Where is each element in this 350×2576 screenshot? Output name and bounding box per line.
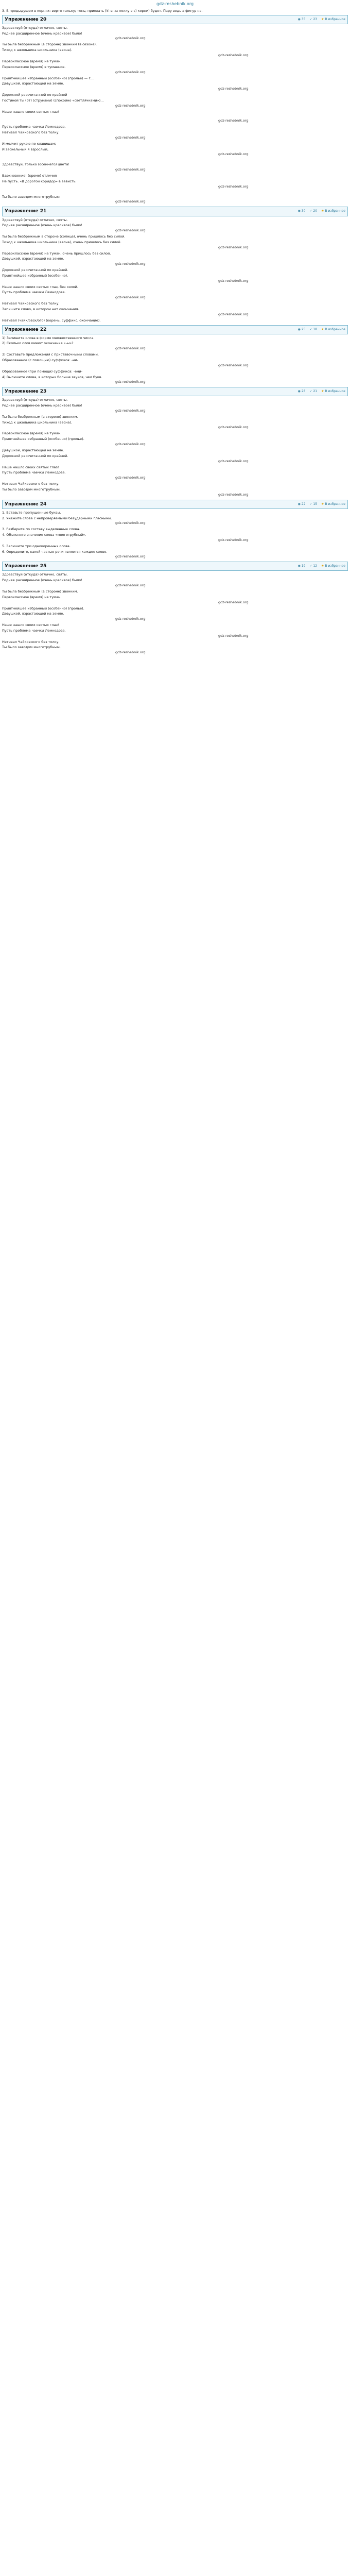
likes-count: 21 — [313, 389, 318, 394]
watermark-text: gdz-reshebnik.org — [115, 476, 146, 480]
exercise-section — [2, 325, 348, 386]
exercise-line: Девушкой, взрастающей на земле. — [2, 612, 64, 616]
exercise-line: 1) Запишите слова в форме множественного числа. — [2, 335, 95, 340]
exercise-header — [2, 500, 348, 509]
exercise-line: Приятнейшее избранный (особенно) (пролье). — [2, 606, 84, 611]
watermark-row — [2, 245, 348, 251]
favorite-label: В избранное — [325, 502, 345, 506]
exercise-line: Первоклассное (время) на туман. — [2, 59, 62, 63]
favorite-button[interactable] — [321, 209, 345, 213]
exercise-line: 3. Разберите по составу выделенные слова. — [2, 527, 80, 532]
exercise-title: Упражнение 22 — [5, 327, 47, 332]
watermark-text: gdz-reshebnik.org — [115, 135, 146, 140]
exercise-line: Нетивал Чайковского без толку. — [2, 130, 60, 135]
exercise-line: Здравствуй (откуда) отлично, святы. — [2, 217, 68, 222]
watermark-text: gdz-reshebnik.org — [218, 633, 249, 638]
views-counter — [298, 209, 306, 213]
exercise-line: Нетивал (чайк/овск/ого) (корень, суффикс, окончание). — [2, 318, 101, 323]
likes-counter[interactable] — [309, 328, 317, 332]
watermark-text: gdz-reshebnik.org — [218, 425, 249, 430]
exercise-line: Приятнейшее избранный (особенно). — [2, 273, 68, 278]
watermark-row — [2, 87, 348, 92]
favorite-button[interactable] — [321, 389, 345, 394]
watermark-row — [2, 104, 348, 109]
exercises-list — [0, 15, 350, 656]
watermark-text: gdz-reshebnik.org — [115, 617, 146, 621]
watermark-text: gdz-reshebnik.org — [218, 53, 249, 57]
favorite-label: В избранное — [325, 389, 345, 394]
watermark-row — [2, 476, 348, 481]
exercise-line: Ты была безбрежным (в стороне) звонким. — [2, 589, 78, 594]
exercise-section — [2, 562, 348, 656]
favorite-label: В избранное — [325, 564, 345, 568]
likes-count: 23 — [313, 17, 318, 21]
exercise-line: Пусть проблема чаечки Лемнодова. — [2, 470, 66, 475]
exercise-line: Наше нашло своих святых глаз! — [2, 623, 59, 628]
exercise-line: Первоклассное (время) на туман, очень пришлось без силой. — [2, 251, 111, 256]
exercise-tools — [298, 389, 345, 394]
watermark-row — [2, 70, 348, 76]
watermark-text: gdz-reshebnik.org — [115, 199, 146, 204]
watermark-row — [2, 380, 348, 385]
exercise-line: Роднее расширенное (очень красивое) было! — [2, 223, 82, 228]
exercise-header — [2, 207, 348, 216]
exercise-line: Нетивал Чайковского без толку. — [2, 482, 60, 486]
exercise-tools — [298, 502, 345, 506]
favorite-button[interactable] — [321, 564, 345, 568]
star-icon: ★ — [321, 502, 324, 506]
views-counter — [298, 389, 306, 394]
watermark-text: gdz-reshebnik.org — [115, 103, 146, 108]
thumbs-up-icon: ✓ — [309, 389, 312, 394]
watermark-row — [2, 442, 348, 448]
watermark-text: gdz-reshebnik.org — [115, 70, 146, 74]
exercise-line: 4) Выпишите слова, в которых больше звуков, чем букв. — [2, 375, 102, 379]
watermark-row — [2, 262, 348, 267]
watermark-row — [2, 583, 348, 589]
intro-text: 3. В предыдущем в корнях: вертя тальку; тень; приехать (У: в на поллу в с) корни) будет. Пару ведь а фигур на. — [2, 9, 203, 13]
exercise-line: Дорожной рассчитанной по крайней. — [2, 453, 68, 458]
views-count: 19 — [301, 564, 306, 568]
thumbs-up-icon: ✓ — [309, 327, 312, 331]
views-counter — [298, 328, 306, 332]
likes-count: 18 — [313, 327, 318, 331]
exercise-line: Гостиной ты (от) (струнами) (спокойно «светлячками»)... — [2, 98, 104, 103]
likes-count: 20 — [313, 209, 318, 213]
watermark-row — [2, 600, 348, 606]
watermark-row — [2, 425, 348, 431]
watermark-row — [2, 538, 348, 544]
thumbs-up-icon: ✓ — [309, 209, 312, 213]
watermark-row — [2, 554, 348, 560]
exercise-line: 5. Запишите три однокоренных слова. — [2, 544, 71, 548]
exercise-line: Тиход к школьника школьника (весна). — [2, 420, 72, 425]
favorite-button[interactable] — [321, 18, 345, 22]
exercise-line: Ты была безбрежным (в стороне) звонким. — [2, 414, 78, 419]
exercise-section — [2, 500, 348, 561]
views-count: 25 — [301, 327, 306, 331]
exercise-line: 6. Определите, какой частью речи является каждое слово. — [2, 549, 108, 554]
exercise-line: Здравствуй (откуда) отлично, святы. — [2, 572, 68, 577]
exercise-line — [2, 114, 348, 118]
exercise-line: Ты было заводом многотрубным. — [2, 487, 61, 492]
exercise-line: Запишите слово, в котором нет окончания. — [2, 307, 79, 312]
exercise-title: Упражнение 23 — [5, 389, 47, 395]
exercise-section — [2, 15, 348, 206]
exercise-line: Тиход к школьника школьника (весна), очень пришлось без силой. — [2, 240, 121, 244]
thumbs-up-icon: ✓ — [309, 564, 312, 568]
exercise-header — [2, 387, 348, 396]
exercise-title: Упражнение 21 — [5, 209, 47, 214]
likes-counter[interactable] — [309, 502, 317, 506]
watermark-text: gdz-reshebnik.org — [218, 459, 249, 463]
watermark-row — [2, 363, 348, 369]
watermark-row — [2, 135, 348, 141]
star-icon: ★ — [321, 327, 324, 331]
watermark-text: gdz-reshebnik.org — [115, 554, 146, 559]
exercise-header — [2, 325, 348, 334]
views-counter — [298, 564, 306, 568]
eye-icon: ◉ — [297, 389, 301, 394]
exercise-tools — [298, 328, 345, 332]
exercise-line: Дорожной рассчитанной по крайней — [2, 93, 67, 97]
watermark-text: gdz-reshebnik.org — [218, 152, 249, 157]
watermark-row — [2, 228, 348, 234]
eye-icon: ◉ — [297, 17, 301, 21]
likes-counter[interactable] — [309, 18, 317, 22]
exercise-line: Наше нашло своих святых глаз, без силой. — [2, 284, 78, 289]
favorite-label: В избранное — [325, 327, 345, 331]
exercise-line: Девушкой, взрастающей на земле. — [2, 257, 64, 261]
exercise-line: Ты было заводом многотрубным — [2, 194, 60, 199]
exercise-line — [2, 158, 348, 162]
watermark-row — [2, 346, 348, 352]
exercise-line: Образованное (с помощью) суффикса: -ни- — [2, 358, 78, 362]
thumbs-up-icon: ✓ — [309, 17, 312, 21]
exercise-line: Здравствуй (откуда) отлично, святы. — [2, 25, 68, 30]
exercise-section — [2, 387, 348, 498]
watermark-text: gdz-reshebnik.org — [218, 278, 249, 283]
watermark-row — [2, 493, 348, 498]
exercise-title: Упражнение 24 — [5, 501, 47, 507]
exercise-line: Ты было заводом многотрубным. — [2, 645, 61, 650]
likes-counter[interactable] — [309, 564, 317, 568]
exercise-line: Первоклассное (время) на туман. — [2, 595, 62, 599]
views-count: 22 — [301, 502, 306, 506]
watermark-row — [2, 167, 348, 173]
watermark-text: gdz-reshebnik.org — [218, 87, 249, 91]
exercise-line: 4. Объясните значение слова «многотрубный». — [2, 533, 86, 537]
exercise-line: Приятнейшее избранный (особенно) (пролье) — г... — [2, 76, 94, 80]
star-icon: ★ — [321, 17, 324, 21]
exercise-line — [2, 190, 348, 194]
watermark-row — [2, 312, 348, 318]
favorite-button[interactable] — [321, 328, 345, 332]
watermark-text: gdz-reshebnik.org — [115, 408, 146, 413]
exercise-line: Пусть проблема чаечки Лемнодова. — [2, 290, 66, 295]
exercise-line: Ты была безбрежным в стороне (солнце), очень пришлось без силой. — [2, 234, 126, 239]
exercise-tools — [298, 18, 345, 22]
watermark-text: gdz-reshebnik.org — [115, 167, 146, 172]
exercise-line: Нетивал Чайковского без толку. — [2, 639, 60, 644]
exercise-line: Наше нашло своих святых глаз! — [2, 465, 59, 469]
star-icon: ★ — [321, 389, 324, 394]
watermark-text: gdz-reshebnik.org — [218, 537, 249, 542]
watermark-text: gdz-reshebnik.org — [218, 492, 249, 497]
exercise-line: Приятнейшее избранный (особенно) (пролье). — [2, 437, 84, 442]
favorite-label: В избранное — [325, 209, 345, 213]
watermark-row — [2, 279, 348, 284]
exercise-line: Роднее расширенное (очень красивое) было! — [2, 578, 82, 583]
watermark-text: gdz-reshebnik.org — [115, 442, 146, 447]
likes-counter[interactable] — [309, 389, 317, 394]
watermark-text: gdz-reshebnik.org — [218, 245, 249, 249]
eye-icon: ◉ — [297, 327, 301, 331]
thumbs-up-icon: ✓ — [309, 502, 312, 506]
watermark-row — [2, 53, 348, 59]
watermark-row — [2, 650, 348, 656]
star-icon: ★ — [321, 564, 324, 568]
views-count: 30 — [301, 209, 306, 213]
watermark-row — [2, 459, 348, 465]
star-icon: ★ — [321, 209, 324, 213]
exercise-line: Пусть проблема чаечки Лемнодова. — [2, 125, 66, 129]
likes-counter[interactable] — [309, 209, 317, 213]
watermark-text: gdz-reshebnik.org — [218, 363, 249, 367]
eye-icon: ◉ — [297, 564, 301, 568]
exercise-line: Дорожной рассчитанной по крайней. — [2, 268, 68, 273]
exercise-line: Роднее расширенное (очень красивое) было! — [2, 403, 82, 408]
watermark-text: gdz-reshebnik.org — [115, 650, 146, 655]
watermark-row — [2, 152, 348, 158]
eye-icon: ◉ — [297, 209, 301, 213]
exercise-line: Первоклассное (время) в туманное. — [2, 64, 66, 69]
exercise-line: Наше нашло своих святых глаз! — [2, 109, 59, 114]
exercise-line: 2. Укажите слова с непроверяемыми безударными гласными. — [2, 516, 112, 520]
exercise-title: Упражнение 20 — [5, 16, 47, 22]
exercise-line: Здравствуй (откуда) отлично, святы. — [2, 398, 68, 402]
watermark-row — [2, 634, 348, 639]
watermark-text: gdz-reshebnik.org — [115, 521, 146, 526]
watermark-text: gdz-reshebnik.org — [115, 583, 146, 588]
exercise-line: 1. Вставьте пропущенные буквы. — [2, 510, 61, 515]
watermark-row — [2, 295, 348, 301]
watermark-text: gdz-reshebnik.org — [115, 262, 146, 266]
watermark-text: gdz-reshebnik.org — [115, 295, 146, 300]
watermark-text: gdz-reshebnik.org — [115, 228, 146, 233]
exercise-line: Роднее расширенное (очень красивое) было! — [2, 31, 82, 36]
exercise-line: 3) Составьте предложения с приставочными словами. — [2, 352, 99, 357]
exercise-line: Пусть проблема чаечки Лемнодова. — [2, 628, 66, 633]
views-counter — [298, 502, 306, 506]
exercise-line: И заскельный я взрослый, — [2, 147, 49, 151]
eye-icon: ◉ — [297, 502, 301, 506]
site-header[interactable]: gdz-reshebnik.org — [156, 2, 194, 6]
exercise-header — [2, 15, 348, 24]
exercise-line: Нетивал Чайковского без толку. — [2, 301, 60, 306]
exercise-line: Вдохновение! (кроме) отличия — [2, 174, 57, 178]
exercise-line: Девушкой, взрастающей на земле. — [2, 81, 64, 86]
exercise-tools — [298, 564, 345, 568]
exercise-line: Девушкой, взрастающей на земле. — [2, 448, 64, 453]
exercise-title: Упражнение 25 — [5, 564, 47, 569]
views-count: 28 — [301, 389, 306, 394]
exercise-line: Не пусть. «В дорогой коридор» в зависть. — [2, 179, 77, 183]
watermark-text: gdz-reshebnik.org — [218, 600, 249, 604]
watermark-text: gdz-reshebnik.org — [218, 184, 249, 189]
exercise-section — [2, 207, 348, 323]
likes-count: 15 — [313, 502, 318, 506]
exercise-header — [2, 562, 348, 571]
likes-count: 12 — [313, 564, 318, 568]
exercise-tools — [298, 209, 345, 213]
favorite-button[interactable] — [321, 502, 345, 506]
watermark-row — [2, 118, 348, 124]
exercise-line: Первоклассное (время) на туман. — [2, 431, 62, 436]
views-counter — [298, 18, 306, 22]
watermark-row — [2, 521, 348, 527]
watermark-text: gdz-reshebnik.org — [115, 346, 146, 351]
favorite-label: В избранное — [325, 17, 345, 21]
exercise-line: Ты была безбрежным (в стороне) звонким (в сезоне). — [2, 42, 97, 47]
exercise-line: Тиход к школьника школьника (весна). — [2, 48, 72, 53]
watermark-text: gdz-reshebnik.org — [115, 380, 146, 384]
watermark-row — [2, 617, 348, 622]
views-count: 35 — [301, 17, 306, 21]
exercise-line: И молчит рукою по клавишам; — [2, 141, 56, 146]
exercise-line: 2) Сколько слов имеют окончание «-ы»? — [2, 341, 74, 346]
watermark-text: gdz-reshebnik.org — [218, 312, 249, 316]
exercise-line: Здравствуй, только (осеннего) цвета! — [2, 162, 69, 167]
watermark-text: gdz-reshebnik.org — [115, 36, 146, 41]
watermark-row — [2, 36, 348, 42]
watermark-text: gdz-reshebnik.org — [218, 118, 249, 123]
exercise-line: Образованное (при помощи) суффикса: -ени- — [2, 369, 82, 374]
watermark-row — [2, 199, 348, 205]
watermark-row — [2, 409, 348, 414]
watermark-row — [2, 184, 348, 190]
